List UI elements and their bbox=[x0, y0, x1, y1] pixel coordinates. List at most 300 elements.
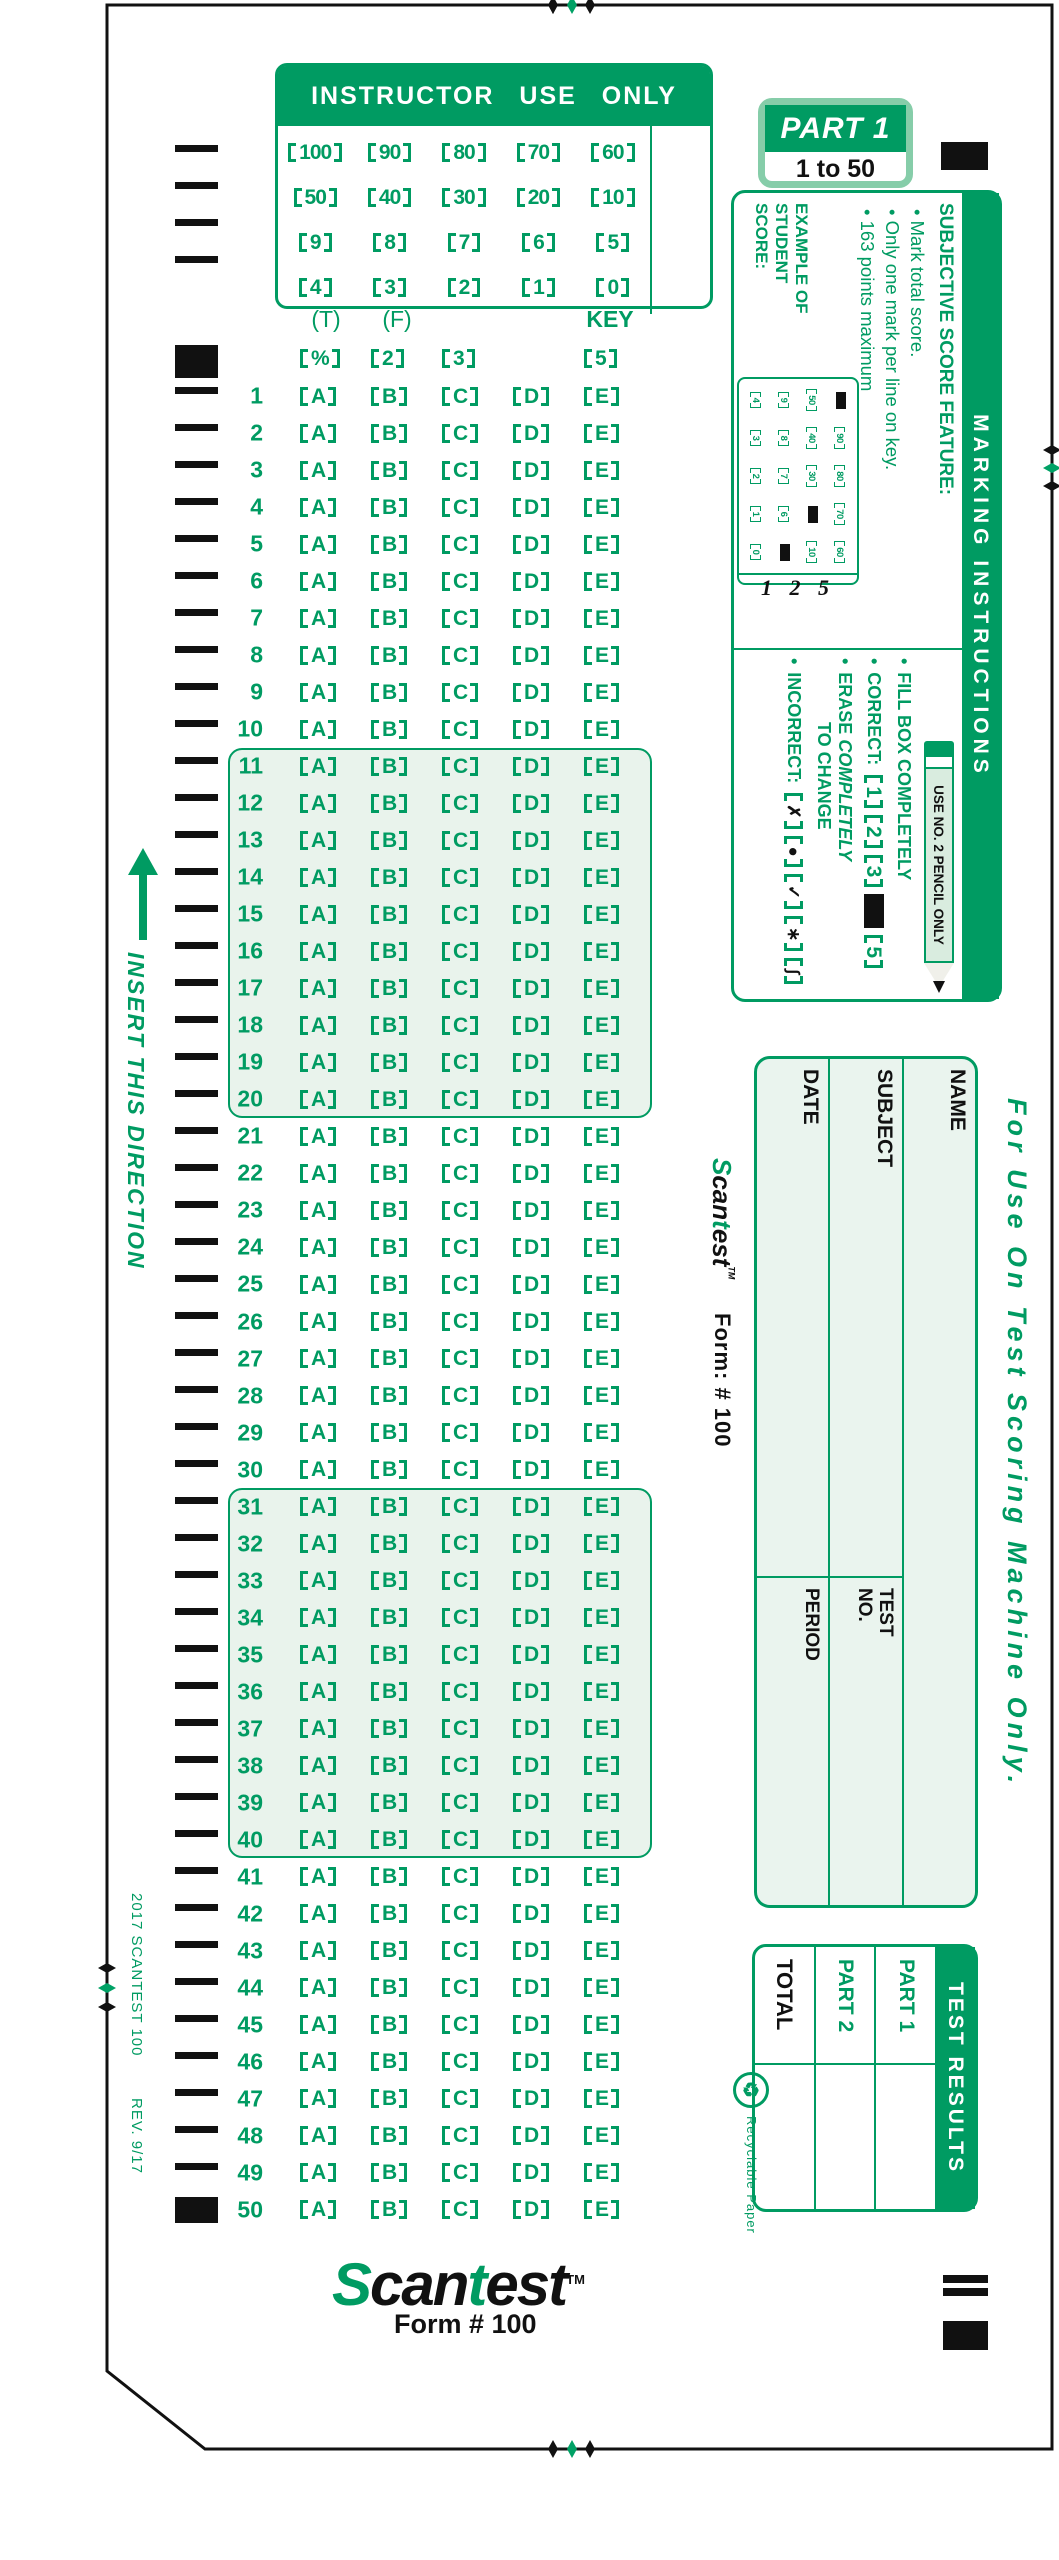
bubble-10[interactable]: 10 bbox=[806, 541, 819, 563]
bubble-D[interactable]: D bbox=[513, 643, 549, 667]
bubble-A[interactable]: A bbox=[300, 1643, 336, 1667]
bubble-✓[interactable]: ✓ bbox=[782, 874, 806, 909]
bubble-∫[interactable]: ∫ bbox=[782, 958, 806, 984]
bubble-E[interactable]: E bbox=[584, 1013, 619, 1037]
bubble-C[interactable]: C bbox=[442, 1865, 478, 1889]
bubble-D[interactable]: D bbox=[513, 1606, 549, 1630]
bubble-E[interactable]: E bbox=[584, 1421, 619, 1445]
bubble-D[interactable]: D bbox=[513, 939, 549, 963]
bubble-D[interactable]: D bbox=[513, 1791, 549, 1815]
bubble-C[interactable]: C bbox=[442, 1754, 478, 1778]
bubble-D[interactable]: D bbox=[513, 754, 549, 778]
bubble-A[interactable]: A bbox=[300, 1124, 336, 1148]
bubble-C[interactable]: C bbox=[442, 1124, 478, 1148]
bubble-B[interactable]: B bbox=[371, 2124, 407, 2148]
bubble-D[interactable]: D bbox=[513, 2198, 549, 2222]
bubble-B[interactable]: B bbox=[371, 1791, 407, 1815]
bubble-C[interactable]: C bbox=[442, 2050, 478, 2074]
bubble-C[interactable]: C bbox=[442, 2161, 478, 2185]
bubble-E[interactable]: E bbox=[584, 1310, 619, 1334]
bubble-B[interactable]: B bbox=[371, 1161, 407, 1185]
bubble-B[interactable]: B bbox=[371, 1902, 407, 1926]
bubble-D[interactable]: D bbox=[513, 495, 549, 519]
bubble-C[interactable]: C bbox=[442, 1050, 478, 1074]
bubble-C[interactable]: C bbox=[442, 1939, 478, 1963]
bubble-E[interactable]: E bbox=[584, 384, 619, 408]
bubble-B[interactable]: B bbox=[371, 1347, 407, 1371]
bubble-1[interactable]: 1 bbox=[750, 506, 763, 523]
bubble-A[interactable]: A bbox=[300, 976, 336, 1000]
date-row[interactable] bbox=[757, 1059, 828, 1905]
bubble-B[interactable]: B bbox=[371, 2087, 407, 2111]
bubble-A[interactable]: A bbox=[300, 1310, 336, 1334]
bubble-B[interactable]: B bbox=[371, 1087, 407, 1111]
bubble-E[interactable]: E bbox=[584, 2161, 619, 2185]
bubble-2[interactable]: 2 bbox=[862, 815, 886, 848]
bubble-filled[interactable] bbox=[781, 544, 791, 561]
bubble-60[interactable]: 60 bbox=[834, 541, 847, 563]
part1-result-row[interactable] bbox=[874, 1947, 935, 2209]
bubble-C[interactable]: C bbox=[442, 1828, 478, 1852]
bubble-E[interactable]: E bbox=[584, 1124, 619, 1148]
bubble-8[interactable]: 8 bbox=[778, 430, 791, 447]
bubble-E[interactable]: E bbox=[584, 1865, 619, 1889]
bubble-B[interactable]: B bbox=[371, 643, 407, 667]
bubble-D[interactable]: D bbox=[513, 1717, 549, 1741]
bubble-A[interactable]: A bbox=[300, 1384, 336, 1408]
bubble-E[interactable]: E bbox=[584, 495, 619, 519]
bubble-A[interactable]: A bbox=[300, 1680, 336, 1704]
bubble-A[interactable]: A bbox=[300, 1754, 336, 1778]
bubble-A[interactable]: A bbox=[300, 1013, 336, 1037]
bubble-B[interactable]: B bbox=[371, 2013, 407, 2037]
bubble-B[interactable]: B bbox=[371, 939, 407, 963]
bubble-7[interactable]: 7 bbox=[778, 468, 791, 485]
bubble-80[interactable]: 80 bbox=[442, 141, 485, 165]
bubble-80[interactable]: 80 bbox=[834, 465, 847, 487]
bubble-A[interactable]: A bbox=[300, 1606, 336, 1630]
bubble-20[interactable]: 20 bbox=[517, 186, 560, 210]
bubble-70[interactable]: 70 bbox=[834, 503, 847, 525]
bubble-C[interactable]: C bbox=[442, 1198, 478, 1222]
bubble-E[interactable]: E bbox=[584, 606, 619, 630]
bubble-E[interactable]: E bbox=[584, 2087, 619, 2111]
bubble-A[interactable]: A bbox=[300, 2124, 336, 2148]
bubble-A[interactable]: A bbox=[300, 1272, 336, 1296]
bubble-E[interactable]: E bbox=[584, 1643, 619, 1667]
bubble-D[interactable]: D bbox=[513, 421, 549, 445]
bubble-E[interactable]: E bbox=[584, 1495, 619, 1519]
bubble-E[interactable]: E bbox=[584, 828, 619, 852]
bubble-B[interactable]: B bbox=[371, 865, 407, 889]
bubble-B[interactable]: B bbox=[371, 976, 407, 1000]
bubble-D[interactable]: D bbox=[513, 1643, 549, 1667]
bubble-D[interactable]: D bbox=[513, 1865, 549, 1889]
bubble-A[interactable]: A bbox=[300, 2087, 336, 2111]
bubble-D[interactable]: D bbox=[513, 384, 549, 408]
bubble-D[interactable]: D bbox=[513, 1421, 549, 1445]
bubble-9[interactable]: 9 bbox=[778, 392, 791, 409]
bubble-filled[interactable] bbox=[837, 392, 847, 409]
bubble-%[interactable]: % bbox=[300, 347, 340, 371]
bubble-C[interactable]: C bbox=[442, 791, 478, 815]
bubble-B[interactable]: B bbox=[371, 1865, 407, 1889]
bubble-E[interactable]: E bbox=[584, 569, 619, 593]
bubble-B[interactable]: B bbox=[371, 1013, 407, 1037]
bubble-100[interactable]: 100 bbox=[288, 141, 342, 165]
bubble-1[interactable]: 1 bbox=[522, 276, 555, 300]
bubble-A[interactable]: A bbox=[300, 754, 336, 778]
bubble-B[interactable]: B bbox=[371, 2161, 407, 2185]
bubble-E[interactable]: E bbox=[584, 1680, 619, 1704]
bubble-C[interactable]: C bbox=[442, 643, 478, 667]
bubble-A[interactable]: A bbox=[300, 2198, 336, 2222]
bubble-A[interactable]: A bbox=[300, 1532, 336, 1556]
bubble-6[interactable]: 6 bbox=[778, 506, 791, 523]
bubble-A[interactable]: A bbox=[300, 532, 336, 556]
bubble-A[interactable]: A bbox=[300, 865, 336, 889]
bubble-B[interactable]: B bbox=[371, 384, 407, 408]
bubble-B[interactable]: B bbox=[371, 1976, 407, 2000]
bubble-B[interactable]: B bbox=[371, 1050, 407, 1074]
bubble-B[interactable]: B bbox=[371, 828, 407, 852]
bubble-B[interactable]: B bbox=[371, 1939, 407, 1963]
bubble-B[interactable]: B bbox=[371, 1828, 407, 1852]
bubble-6[interactable]: 6 bbox=[522, 231, 555, 255]
bubble-B[interactable]: B bbox=[371, 1717, 407, 1741]
bubble-●[interactable]: ● bbox=[782, 836, 806, 867]
bubble-C[interactable]: C bbox=[442, 680, 478, 704]
bubble-E[interactable]: E bbox=[584, 1754, 619, 1778]
bubble-A[interactable]: A bbox=[300, 1495, 336, 1519]
bubble-E[interactable]: E bbox=[584, 1161, 619, 1185]
bubble-C[interactable]: C bbox=[442, 2198, 478, 2222]
bubble-A[interactable]: A bbox=[300, 1828, 336, 1852]
bubble-9[interactable]: 9 bbox=[299, 231, 332, 255]
bubble-40[interactable]: 40 bbox=[806, 427, 819, 449]
bubble-A[interactable]: A bbox=[300, 495, 336, 519]
bubble-C[interactable]: C bbox=[442, 828, 478, 852]
bubble-D[interactable]: D bbox=[513, 1198, 549, 1222]
name-row[interactable] bbox=[902, 1059, 975, 1905]
bubble-E[interactable]: E bbox=[584, 865, 619, 889]
bubble-A[interactable]: A bbox=[300, 902, 336, 926]
bubble-B[interactable]: B bbox=[371, 717, 407, 741]
bubble-C[interactable]: C bbox=[442, 606, 478, 630]
bubble-0[interactable]: 0 bbox=[596, 276, 629, 300]
bubble-A[interactable]: A bbox=[300, 1161, 336, 1185]
bubble-E[interactable]: E bbox=[584, 1828, 619, 1852]
bubble-90[interactable]: 90 bbox=[368, 141, 411, 165]
bubble-D[interactable]: D bbox=[513, 1272, 549, 1296]
bubble-E[interactable]: E bbox=[584, 421, 619, 445]
bubble-C[interactable]: C bbox=[442, 1902, 478, 1926]
bubble-E[interactable]: E bbox=[584, 2124, 619, 2148]
bubble-D[interactable]: D bbox=[513, 680, 549, 704]
bubble-C[interactable]: C bbox=[442, 1347, 478, 1371]
bubble-B[interactable]: B bbox=[371, 1495, 407, 1519]
bubble-D[interactable]: D bbox=[513, 1087, 549, 1111]
bubble-C[interactable]: C bbox=[442, 1643, 478, 1667]
bubble-A[interactable]: A bbox=[300, 384, 336, 408]
bubble-C[interactable]: C bbox=[442, 495, 478, 519]
bubble-C[interactable]: C bbox=[442, 717, 478, 741]
bubble-60[interactable]: 60 bbox=[591, 141, 634, 165]
bubble-90[interactable]: 90 bbox=[834, 427, 847, 449]
bubble-B[interactable]: B bbox=[371, 1384, 407, 1408]
bubble-C[interactable]: C bbox=[442, 939, 478, 963]
bubble-B[interactable]: B bbox=[371, 495, 407, 519]
bubble-D[interactable]: D bbox=[513, 1495, 549, 1519]
bubble-50[interactable]: 50 bbox=[806, 389, 819, 411]
part2-result-row[interactable] bbox=[814, 1947, 875, 2209]
bubble-C[interactable]: C bbox=[442, 1606, 478, 1630]
bubble-E[interactable]: E bbox=[584, 2198, 619, 2222]
bubble-A[interactable]: A bbox=[300, 1976, 336, 2000]
bubble-5[interactable]: 5 bbox=[862, 935, 886, 968]
bubble-D[interactable]: D bbox=[513, 1347, 549, 1371]
bubble-A[interactable]: A bbox=[300, 1087, 336, 1111]
bubble-A[interactable]: A bbox=[300, 1050, 336, 1074]
bubble-D[interactable]: D bbox=[513, 1235, 549, 1259]
bubble-B[interactable]: B bbox=[371, 606, 407, 630]
bubble-C[interactable]: C bbox=[442, 754, 478, 778]
bubble-✗[interactable]: ✗ bbox=[782, 793, 806, 828]
bubble-E[interactable]: E bbox=[584, 643, 619, 667]
bubble-D[interactable]: D bbox=[513, 902, 549, 926]
bubble-B[interactable]: B bbox=[371, 1606, 407, 1630]
bubble-A[interactable]: A bbox=[300, 1198, 336, 1222]
bubble-C[interactable]: C bbox=[442, 1791, 478, 1815]
bubble-D[interactable]: D bbox=[513, 1013, 549, 1037]
bubble-4[interactable]: 4 bbox=[750, 392, 763, 409]
bubble-B[interactable]: B bbox=[371, 1272, 407, 1296]
bubble-D[interactable]: D bbox=[513, 1569, 549, 1593]
bubble-3[interactable]: 3 bbox=[442, 347, 475, 371]
bubble-E[interactable]: E bbox=[584, 1569, 619, 1593]
bubble-A[interactable]: A bbox=[300, 1939, 336, 1963]
bubble-2[interactable]: 2 bbox=[371, 347, 404, 371]
bubble-3[interactable]: 3 bbox=[862, 855, 886, 888]
bubble-E[interactable]: E bbox=[584, 1532, 619, 1556]
bubble-B[interactable]: B bbox=[371, 1754, 407, 1778]
bubble-D[interactable]: D bbox=[513, 1680, 549, 1704]
bubble-D[interactable]: D bbox=[513, 865, 549, 889]
bubble-E[interactable]: E bbox=[584, 1791, 619, 1815]
bubble-C[interactable]: C bbox=[442, 384, 478, 408]
bubble-A[interactable]: A bbox=[300, 939, 336, 963]
bubble-D[interactable]: D bbox=[513, 606, 549, 630]
bubble-D[interactable]: D bbox=[513, 976, 549, 1000]
bubble-B[interactable]: B bbox=[371, 1421, 407, 1445]
bubble-E[interactable]: E bbox=[584, 2013, 619, 2037]
bubble-50[interactable]: 50 bbox=[294, 186, 337, 210]
bubble-C[interactable]: C bbox=[442, 1680, 478, 1704]
bubble-C[interactable]: C bbox=[442, 1310, 478, 1334]
bubble-B[interactable]: B bbox=[371, 532, 407, 556]
bubble-D[interactable]: D bbox=[513, 2013, 549, 2037]
bubble-A[interactable]: A bbox=[300, 458, 336, 482]
bubble-D[interactable]: D bbox=[513, 1384, 549, 1408]
bubble-B[interactable]: B bbox=[371, 1643, 407, 1667]
bubble-7[interactable]: 7 bbox=[448, 231, 481, 255]
bubble-D[interactable]: D bbox=[513, 2087, 549, 2111]
bubble-A[interactable]: A bbox=[300, 2013, 336, 2037]
bubble-B[interactable]: B bbox=[371, 1532, 407, 1556]
bubble-E[interactable]: E bbox=[584, 1606, 619, 1630]
bubble-E[interactable]: E bbox=[584, 1384, 619, 1408]
bubble-B[interactable]: B bbox=[371, 1569, 407, 1593]
bubble-E[interactable]: E bbox=[584, 1976, 619, 2000]
bubble-A[interactable]: A bbox=[300, 2161, 336, 2185]
bubble-B[interactable]: B bbox=[371, 2050, 407, 2074]
bubble-E[interactable]: E bbox=[584, 976, 619, 1000]
bubble-C[interactable]: C bbox=[442, 865, 478, 889]
bubble-B[interactable]: B bbox=[371, 1235, 407, 1259]
bubble-E[interactable]: E bbox=[584, 532, 619, 556]
bubble-B[interactable]: B bbox=[371, 680, 407, 704]
bubble-D[interactable]: D bbox=[513, 1161, 549, 1185]
bubble-E[interactable]: E bbox=[584, 1458, 619, 1482]
bubble-E[interactable]: E bbox=[584, 2050, 619, 2074]
bubble-B[interactable]: B bbox=[371, 754, 407, 778]
bubble-30[interactable]: 30 bbox=[442, 186, 485, 210]
bubble-10[interactable]: 10 bbox=[591, 186, 634, 210]
bubble-D[interactable]: D bbox=[513, 1458, 549, 1482]
bubble-C[interactable]: C bbox=[442, 2013, 478, 2037]
bubble-D[interactable]: D bbox=[513, 791, 549, 815]
bubble-D[interactable]: D bbox=[513, 1828, 549, 1852]
bubble-5[interactable]: 5 bbox=[584, 347, 617, 371]
bubble-A[interactable]: A bbox=[300, 1865, 336, 1889]
bubble-B[interactable]: B bbox=[371, 791, 407, 815]
bubble-A[interactable]: A bbox=[300, 828, 336, 852]
bubble-E[interactable]: E bbox=[584, 1272, 619, 1296]
bubble-C[interactable]: C bbox=[442, 1272, 478, 1296]
bubble-E[interactable]: E bbox=[584, 458, 619, 482]
bubble-3[interactable]: 3 bbox=[373, 276, 406, 300]
bubble-∗[interactable]: ∗ bbox=[782, 916, 806, 951]
bubble-C[interactable]: C bbox=[442, 2124, 478, 2148]
bubble-A[interactable]: A bbox=[300, 1235, 336, 1259]
bubble-D[interactable]: D bbox=[513, 1939, 549, 1963]
bubble-E[interactable]: E bbox=[584, 1717, 619, 1741]
bubble-2[interactable]: 2 bbox=[448, 276, 481, 300]
bubble-5[interactable]: 5 bbox=[596, 231, 629, 255]
bubble-C[interactable]: C bbox=[442, 976, 478, 1000]
bubble-B[interactable]: B bbox=[371, 458, 407, 482]
bubble-C[interactable]: C bbox=[442, 1717, 478, 1741]
bubble-D[interactable]: D bbox=[513, 1976, 549, 2000]
bubble-E[interactable]: E bbox=[584, 1198, 619, 1222]
bubble-E[interactable]: E bbox=[584, 1235, 619, 1259]
bubble-D[interactable]: D bbox=[513, 2124, 549, 2148]
bubble-C[interactable]: C bbox=[442, 1495, 478, 1519]
bubble-4[interactable]: 4 bbox=[299, 276, 332, 300]
bubble-8[interactable]: 8 bbox=[373, 231, 406, 255]
bubble-D[interactable]: D bbox=[513, 1310, 549, 1334]
bubble-E[interactable]: E bbox=[584, 1087, 619, 1111]
bubble-1[interactable]: 1 bbox=[862, 775, 886, 808]
bubble-filled[interactable] bbox=[809, 506, 819, 523]
bubble-B[interactable]: B bbox=[371, 421, 407, 445]
bubble-B[interactable]: B bbox=[371, 1124, 407, 1148]
bubble-A[interactable]: A bbox=[300, 1902, 336, 1926]
bubble-D[interactable]: D bbox=[513, 717, 549, 741]
bubble-C[interactable]: C bbox=[442, 1013, 478, 1037]
bubble-C[interactable]: C bbox=[442, 1421, 478, 1445]
bubble-B[interactable]: B bbox=[371, 2198, 407, 2222]
bubble-A[interactable]: A bbox=[300, 1791, 336, 1815]
bubble-A[interactable]: A bbox=[300, 569, 336, 593]
bubble-E[interactable]: E bbox=[584, 1902, 619, 1926]
bubble-70[interactable]: 70 bbox=[517, 141, 560, 165]
bubble-E[interactable]: E bbox=[584, 1939, 619, 1963]
bubble-D[interactable]: D bbox=[513, 2050, 549, 2074]
bubble-C[interactable]: C bbox=[442, 458, 478, 482]
bubble-C[interactable]: C bbox=[442, 902, 478, 926]
bubble-A[interactable]: A bbox=[300, 1569, 336, 1593]
bubble-A[interactable]: A bbox=[300, 680, 336, 704]
bubble-A[interactable]: A bbox=[300, 606, 336, 630]
bubble-3[interactable]: 3 bbox=[750, 430, 763, 447]
bubble-C[interactable]: C bbox=[442, 1161, 478, 1185]
bubble-A[interactable]: A bbox=[300, 1717, 336, 1741]
bubble-D[interactable]: D bbox=[513, 2161, 549, 2185]
bubble-C[interactable]: C bbox=[442, 1087, 478, 1111]
bubble-A[interactable]: A bbox=[300, 1421, 336, 1445]
bubble-B[interactable]: B bbox=[371, 1198, 407, 1222]
bubble-D[interactable]: D bbox=[513, 458, 549, 482]
bubble-30[interactable]: 30 bbox=[806, 465, 819, 487]
bubble-A[interactable]: A bbox=[300, 1347, 336, 1371]
bubble-0[interactable]: 0 bbox=[750, 544, 763, 561]
bubble-A[interactable]: A bbox=[300, 421, 336, 445]
bubble-B[interactable]: B bbox=[371, 1680, 407, 1704]
subject-row[interactable] bbox=[828, 1059, 901, 1905]
bubble-D[interactable]: D bbox=[513, 1532, 549, 1556]
bubble-E[interactable]: E bbox=[584, 1347, 619, 1371]
bubble-B[interactable]: B bbox=[371, 1310, 407, 1334]
bubble-D[interactable]: D bbox=[513, 1754, 549, 1778]
bubble-A[interactable]: A bbox=[300, 643, 336, 667]
bubble-B[interactable]: B bbox=[371, 1458, 407, 1482]
bubble-C[interactable]: C bbox=[442, 1235, 478, 1259]
bubble-D[interactable]: D bbox=[513, 569, 549, 593]
bubble-C[interactable]: C bbox=[442, 421, 478, 445]
bubble-C[interactable]: C bbox=[442, 569, 478, 593]
bubble-C[interactable]: C bbox=[442, 1976, 478, 2000]
bubble-A[interactable]: A bbox=[300, 717, 336, 741]
bubble-C[interactable]: C bbox=[442, 1458, 478, 1482]
bubble-C[interactable]: C bbox=[442, 1384, 478, 1408]
bubble-B[interactable]: B bbox=[371, 569, 407, 593]
bubble-E[interactable]: E bbox=[584, 717, 619, 741]
bubble-A[interactable]: A bbox=[300, 1458, 336, 1482]
bubble-C[interactable]: C bbox=[442, 1569, 478, 1593]
bubble-C[interactable]: C bbox=[442, 2087, 478, 2111]
bubble-D[interactable]: D bbox=[513, 532, 549, 556]
bubble-E[interactable]: E bbox=[584, 902, 619, 926]
bubble-A[interactable]: A bbox=[300, 791, 336, 815]
bubble-D[interactable]: D bbox=[513, 1902, 549, 1926]
bubble-2[interactable]: 2 bbox=[750, 468, 763, 485]
bubble-E[interactable]: E bbox=[584, 1050, 619, 1074]
bubble-C[interactable]: C bbox=[442, 1532, 478, 1556]
bubble-D[interactable]: D bbox=[513, 1124, 549, 1148]
bubble-D[interactable]: D bbox=[513, 1050, 549, 1074]
bubble-40[interactable]: 40 bbox=[368, 186, 411, 210]
